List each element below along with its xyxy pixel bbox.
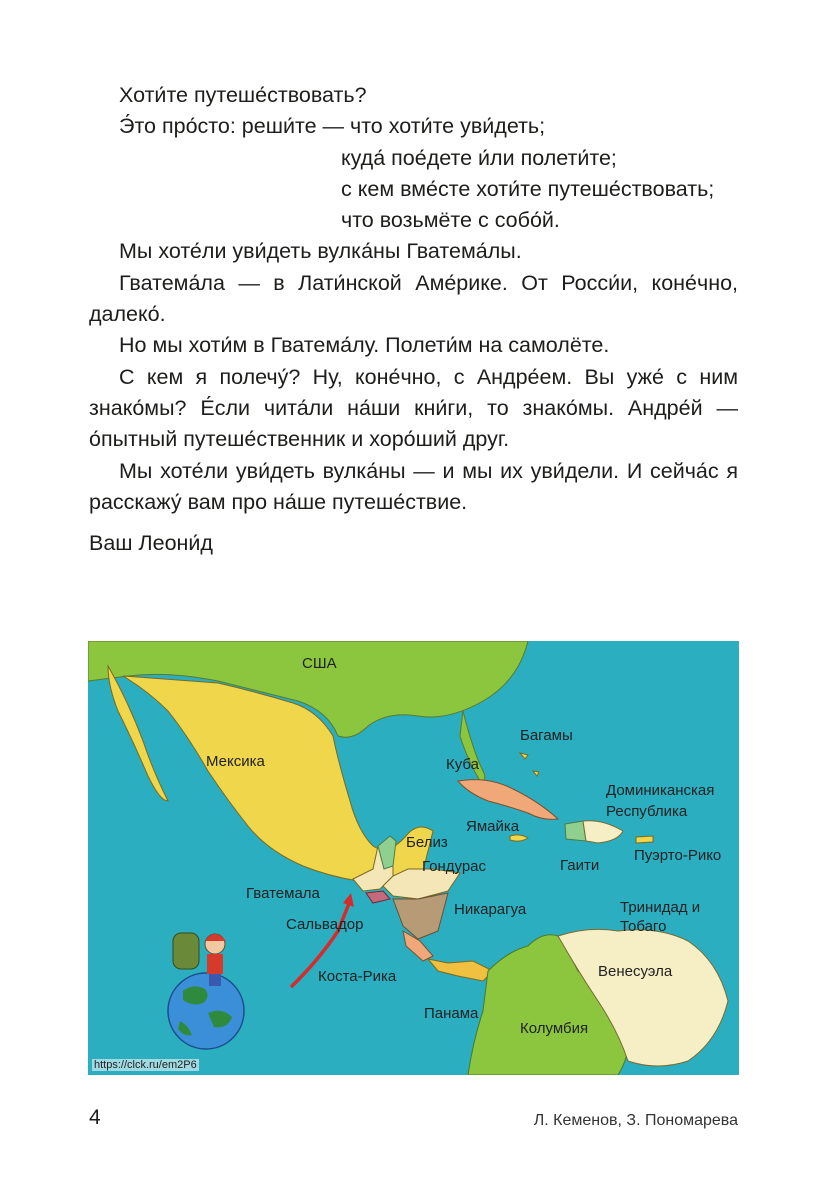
- haiti-region: [565, 821, 586, 841]
- paragraph: Гватема́ла — в Лати́нской Аме́рике. От Росси́и, коне́чно, далеко́.: [89, 270, 738, 327]
- page-number: 4: [89, 1106, 101, 1129]
- label-puerto-rico: Пуэрто-Рико: [634, 847, 722, 864]
- boy-legs: [209, 974, 221, 986]
- label-trinidad: Тринидад и: [620, 899, 701, 916]
- paragraph: Мы хоте́ли уви́деть вулка́ны Гватема́лы.: [119, 239, 522, 264]
- text-line: с кем вме́сте хоти́те путеше́ствовать;: [341, 176, 715, 201]
- paragraph: Мы хоте́ли уви́деть вулка́ны — и мы их уви́дели. И сейча́с я расскажу́ вам про на́ше путеше́ствие.: [89, 458, 738, 514]
- globe: [168, 973, 244, 1049]
- label-tobago: Тобаго: [620, 918, 667, 935]
- label-guatemala: Гватемала: [246, 885, 320, 902]
- label-dominican-2: Республика: [606, 803, 688, 820]
- label-mexico: Мексика: [206, 753, 265, 770]
- text-line: куда́ пое́дете и́ли полети́те;: [341, 145, 617, 170]
- label-costa-rica: Коста-Рика: [318, 968, 397, 985]
- label-belize: Белиз: [406, 834, 448, 851]
- signature: Ваш Леони́д: [89, 531, 213, 556]
- label-haiti: Гаити: [560, 857, 600, 874]
- text-line: что возьмёте с собо́й.: [341, 208, 560, 233]
- label-dominican: Доминиканская: [606, 782, 715, 799]
- cuba-region: [458, 780, 558, 820]
- text-line: Э́то про́сто: реши́те — что хоти́те уви́деть;: [119, 114, 546, 139]
- map-source-url[interactable]: https://clck.ru/em2P6: [94, 1059, 197, 1071]
- paragraph: С кем я полечу́? Ну, коне́чно, с Андре́ем. Вы уже́ с ним знако́мы? Е́сли чита́ли на́ши кни́ги, то знако́мы. Андре́й — о́пытный путеше́ственник и хоро́ший друг.: [89, 364, 738, 452]
- label-venezuela: Венесуэла: [598, 963, 673, 980]
- label-panama: Панама: [424, 1005, 479, 1022]
- label-bahamas: Багамы: [520, 727, 573, 744]
- panama-region: [428, 959, 493, 981]
- arrow-head: [343, 893, 354, 907]
- jamaica-region: [510, 835, 528, 841]
- book-authors: Л. Кеменов, З. Пономарева: [533, 1112, 738, 1129]
- label-cuba: Куба: [446, 756, 479, 773]
- dominican-region: [583, 821, 623, 843]
- label-colombia: Колумбия: [520, 1020, 589, 1037]
- backpack: [173, 933, 199, 969]
- boy-body: [207, 954, 223, 974]
- salvador-region: [366, 891, 390, 903]
- label-jamaica: Ямайка: [466, 818, 520, 835]
- paragraph: Но мы хоти́м в Гватема́лу. Полети́м на самолёте.: [119, 333, 610, 358]
- puerto-rico-region: [636, 836, 653, 843]
- central-america-map: [88, 641, 739, 1075]
- bahamas-region: [520, 753, 539, 776]
- label-salvador: Сальвадор: [286, 916, 364, 933]
- label-nicaragua: Никарагуа: [454, 901, 527, 918]
- reading-text: [89, 80, 738, 559]
- label-usa: США: [302, 655, 337, 672]
- label-honduras: Гондурас: [422, 858, 487, 875]
- nicaragua-region: [393, 893, 448, 939]
- text-line: Хоти́те путеше́ствовать?: [119, 83, 367, 107]
